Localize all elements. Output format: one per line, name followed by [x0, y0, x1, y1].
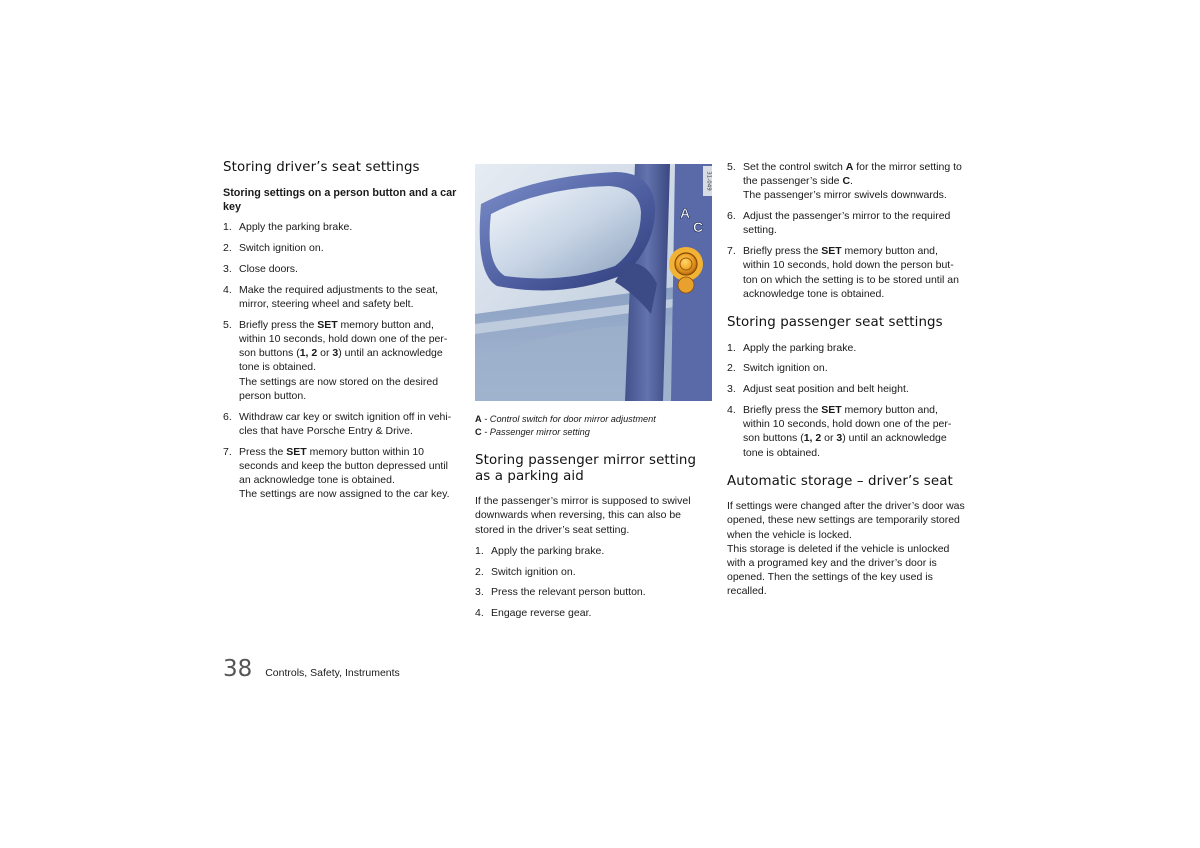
- list-item: [727, 244, 967, 301]
- step-number: 3.: [223, 262, 232, 275]
- step-text: Switch ignition on.: [743, 362, 828, 375]
- step-text: Briefly press the SET memory button and, within 10 seconds, hold down one of the per-son buttons (1, 2 or 3) until an acknowledge tone is obtained.: [239, 318, 448, 374]
- step-text: Apply the parking brake.: [239, 221, 353, 234]
- control-switch-knob: [675, 253, 697, 275]
- step-note: The settings are now assigned to the car key.: [239, 488, 450, 501]
- step-number: 4.: [223, 283, 232, 296]
- step-number: 4.: [475, 607, 484, 620]
- caption-line-a: A - Control switch for door mirror adjustment: [475, 414, 656, 424]
- step-number: 1.: [475, 544, 484, 557]
- list-item: [223, 262, 460, 276]
- step-text: Switch ignition on.: [491, 565, 576, 578]
- step-text: Engage reverse gear.: [491, 607, 592, 620]
- footer-section-name: Controls, Safety, Instruments: [265, 667, 400, 679]
- step-number: 7.: [223, 445, 232, 458]
- step-text: Switch ignition on.: [239, 242, 324, 255]
- list-item: [727, 382, 967, 396]
- list-item: [727, 209, 967, 237]
- automatic-storage-para-2: This storage is deleted if the vehicle is unlocked with a programed key and the driver’s door is opened. Then the settings of the key used is recalled.: [727, 542, 950, 598]
- step-text: Briefly press the SET memory button and, within 10 seconds, hold down the person but-ton on which the setting is to be stored until an acknowledge tone is obtained.: [743, 245, 959, 300]
- list-item: [727, 403, 967, 460]
- list-item: [475, 565, 712, 579]
- section-heading-passenger-seat: Storing passenger seat settings: [727, 315, 943, 331]
- list-item: [223, 318, 460, 403]
- step-text: Adjust the passenger’s mirror to the required setting.: [743, 210, 951, 237]
- page-footer: [223, 656, 400, 682]
- step-text: Press the SET memory button within 10 seconds and keep the button depressed until an acknowledge tone is obtained.: [239, 445, 448, 486]
- label-a: A: [680, 205, 691, 221]
- column-middle: [475, 160, 712, 627]
- step-number: 2.: [727, 362, 736, 375]
- parking-aid-intro: If the passenger’s mirror is supposed to swivel downwards when reversing, this can also be stored in the driver’s seat setting.: [475, 495, 691, 536]
- list-item: [727, 361, 967, 375]
- step-note: The settings are now stored on the desired person button.: [239, 375, 439, 402]
- page-number: 38: [223, 656, 253, 682]
- step-number: 3.: [727, 383, 736, 396]
- step-number: 1.: [223, 221, 232, 234]
- door-mirror-illustration: [475, 164, 712, 401]
- step-text: Set the control switch A for the mirror setting to the passenger’s side C.: [743, 161, 962, 188]
- step-number: 3.: [475, 586, 484, 599]
- step-note: The passenger’s mirror swivels downwards.: [743, 189, 947, 202]
- label-c: C: [693, 219, 704, 235]
- step-text: Make the required adjustments to the seat, mirror, steering wheel and safety belt.: [239, 283, 439, 310]
- list-item: [475, 544, 712, 558]
- step-text: Adjust seat position and belt height.: [743, 383, 909, 396]
- list-item: [223, 241, 460, 255]
- column-left: [223, 160, 460, 508]
- passenger-seat-steps: [727, 341, 967, 460]
- driver-seat-steps: [223, 220, 460, 501]
- mirror-photo: [475, 164, 712, 401]
- step-number: 2.: [223, 242, 232, 255]
- step-number: 6.: [727, 210, 736, 223]
- step-number: 4.: [727, 403, 736, 416]
- step-text: Apply the parking brake.: [491, 544, 605, 557]
- parking-aid-steps: [475, 544, 712, 621]
- mirror-steps-continued: [727, 160, 967, 301]
- list-item: [727, 341, 967, 355]
- caption-line-c: C - Passenger mirror setting: [475, 426, 590, 437]
- section-heading-automatic-storage: Automatic storage – driver’s seat: [727, 473, 953, 489]
- list-item: [727, 160, 967, 203]
- step-number: 5.: [727, 161, 736, 173]
- step-text: Close doors.: [239, 262, 298, 275]
- step-text: Briefly press the SET memory button and, within 10 seconds, hold down one of the per-son buttons (1, 2 or 3) until an acknowledge tone is obtained.: [743, 403, 952, 459]
- figure-caption: [475, 413, 712, 438]
- section-heading-driver-seat: Storing driver’s seat settings: [223, 160, 420, 175]
- list-item: [223, 410, 460, 438]
- list-item: [223, 220, 460, 234]
- automatic-storage-para-1: If settings were changed after the driver’s door was opened, these new settings are temporarily stored when the vehicle is locked.: [727, 500, 965, 541]
- step-text: Press the relevant person button.: [491, 586, 646, 599]
- column-right: [727, 160, 967, 606]
- step-number: 5.: [223, 318, 232, 331]
- step-number: 2.: [475, 565, 484, 578]
- list-item: [223, 445, 460, 502]
- step-text: Withdraw car key or switch ignition off in vehi-cles that have Porsche Entry & Drive.: [239, 410, 452, 437]
- list-item: [223, 283, 460, 311]
- section-heading-parking-aid: Storing passenger mirror setting as a parking aid: [475, 453, 697, 484]
- list-item: [475, 585, 712, 599]
- subheading-person-button-car-key: Storing settings on a person button and a car key: [223, 186, 457, 213]
- step-number: 7.: [727, 245, 736, 258]
- svg-text:31-049: 31-049: [705, 171, 712, 191]
- step-text: Apply the parking brake.: [743, 341, 857, 354]
- list-item: [475, 606, 712, 620]
- step-number: 1.: [727, 341, 736, 354]
- step-number: 6.: [223, 410, 232, 423]
